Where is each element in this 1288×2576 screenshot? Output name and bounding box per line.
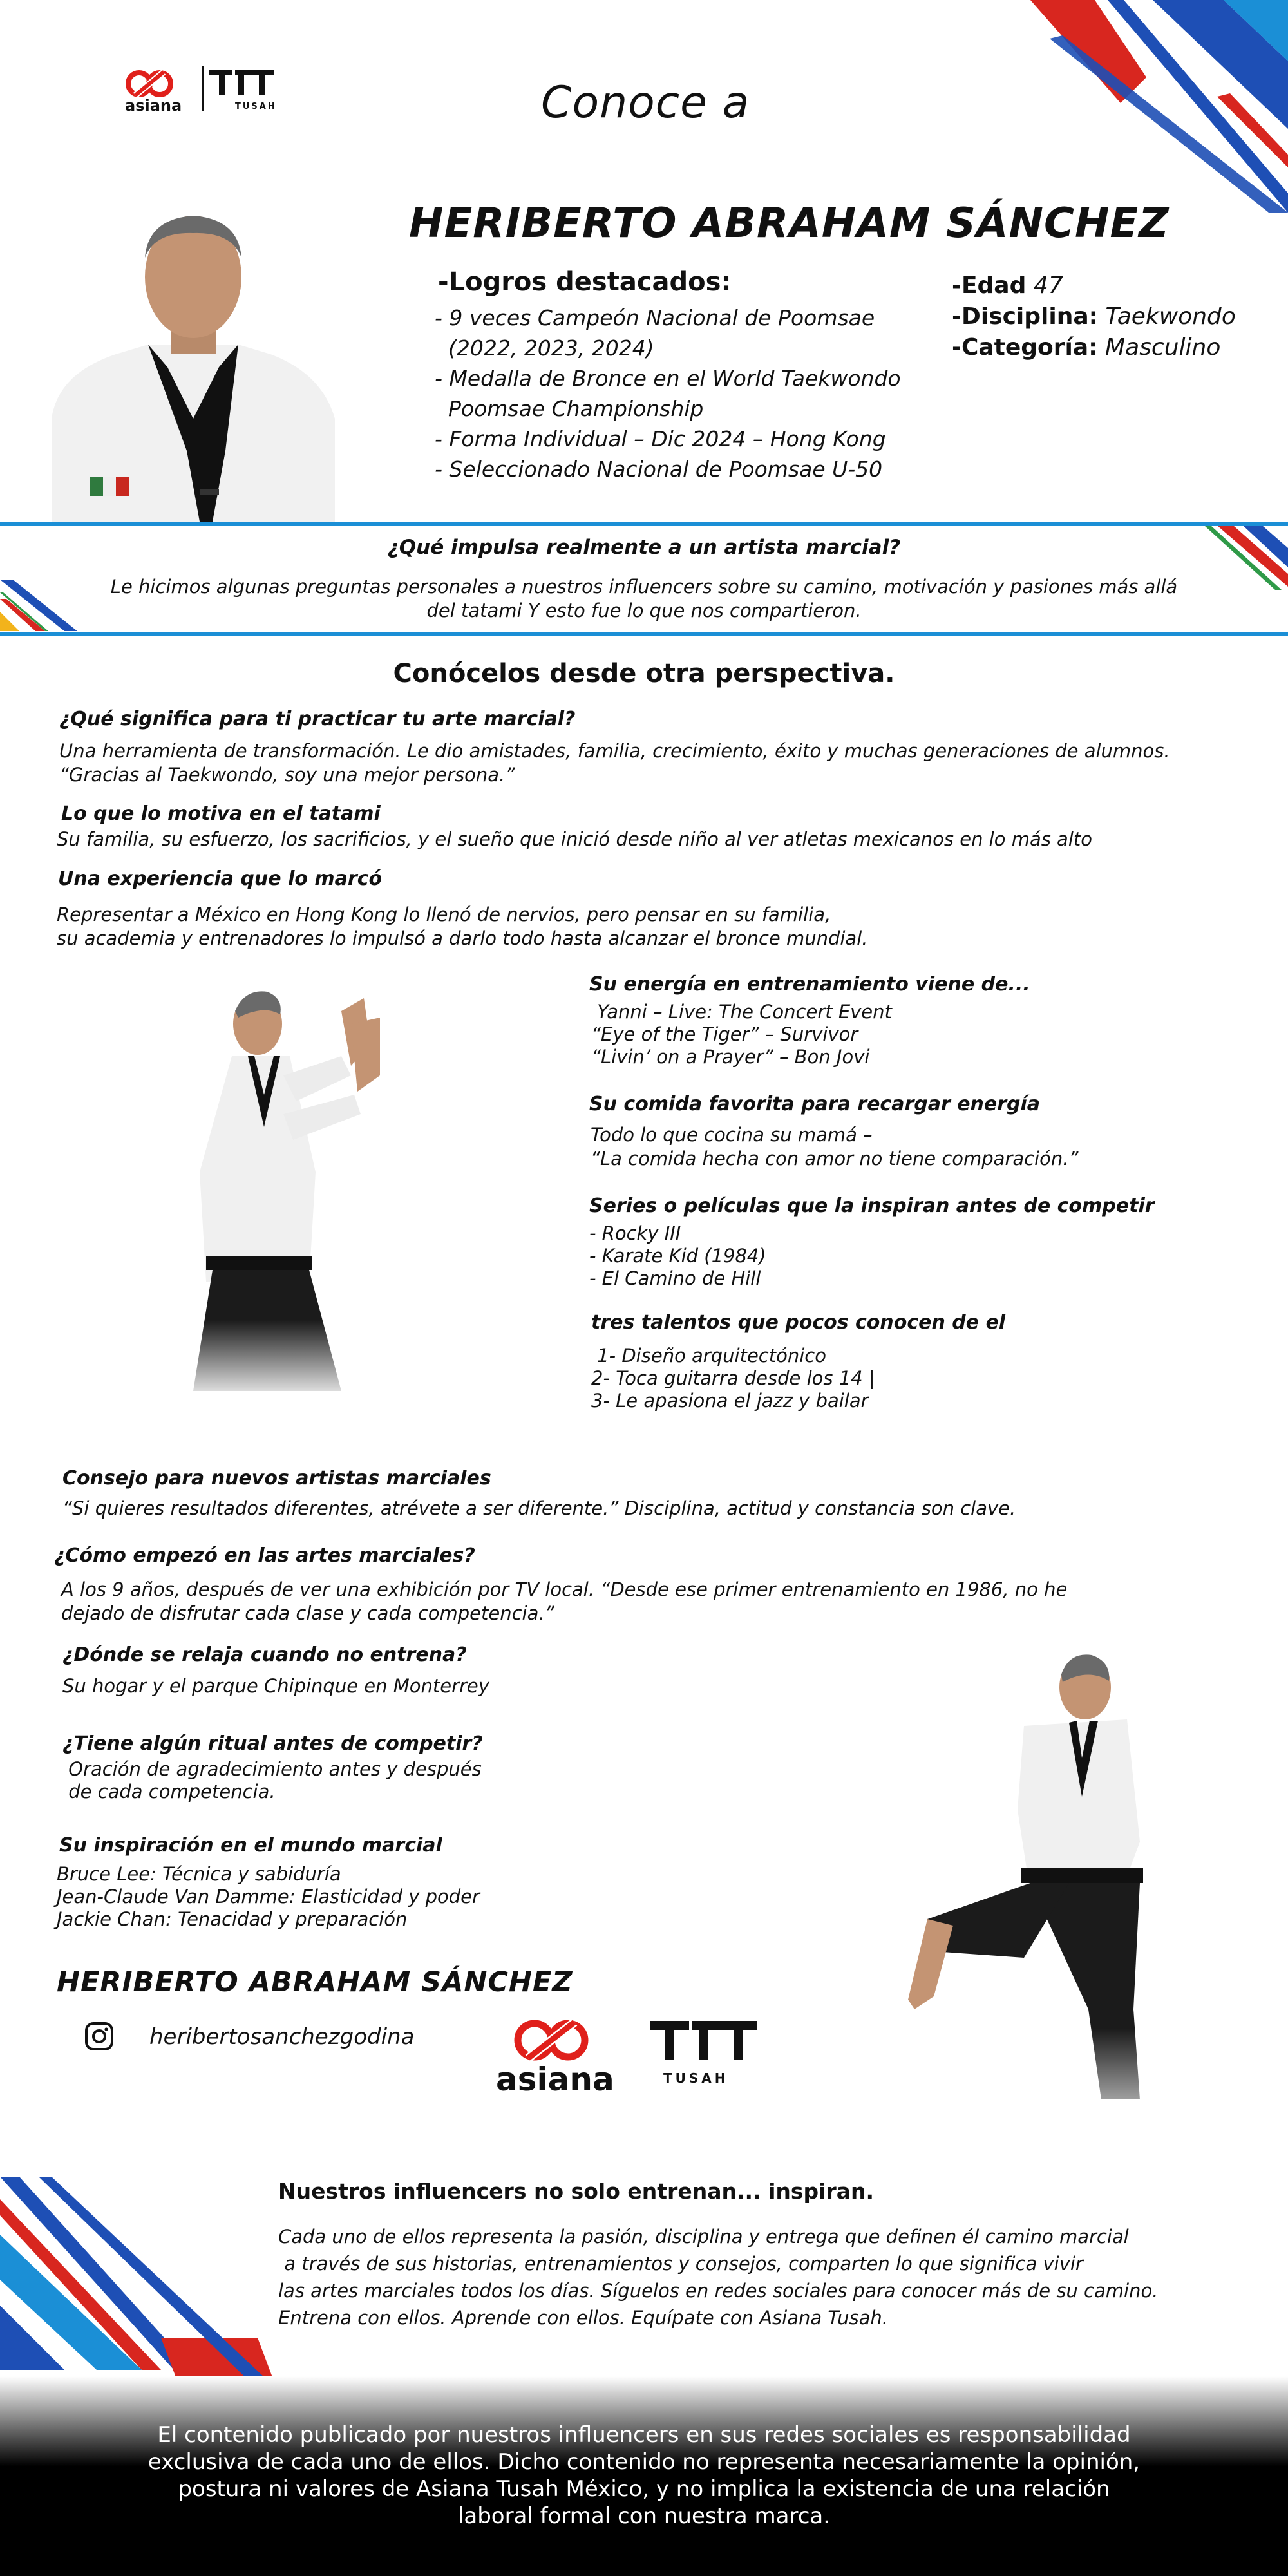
question-advice: Consejo para nuevos artistas marciales <box>62 1467 491 1490</box>
answer-start <box>61 1578 1067 1625</box>
hero-name: HERIBERTO ABRAHAM SÁNCHEZ <box>409 200 1170 247</box>
answer-line: Jean-Claude Van Damme: Elasticidad y poder <box>57 1886 480 1908</box>
achievement-item: - Medalla de Bronce en el World Taekwondo <box>435 366 901 391</box>
question-meaning: ¿Qué significa para ti practicar tu arte marcial? <box>59 708 576 730</box>
answer-line: Bruce Lee: Técnica y sabiduría <box>57 1863 341 1885</box>
answer-line: A los 9 años, después de ver una exhibición por TV local. “Desde ese primer entrenamiento en 1986, no he <box>61 1578 1068 1600</box>
stat-key: -Disciplina: <box>952 303 1099 330</box>
achievement-item: (2022, 2023, 2024) <box>435 336 654 361</box>
answer-ritual <box>62 1758 482 1803</box>
stat-category <box>952 332 1236 363</box>
answer-line: dejado de disfrutar cada clase y cada competencia.” <box>61 1602 554 1624</box>
question-ritual: ¿Tiene algún ritual antes de competir? <box>62 1732 483 1755</box>
answer-line: 1- Diseño arquitectónico <box>591 1345 826 1367</box>
section-title: Conócelos desde otra perspectiva. <box>393 659 895 688</box>
closing-line: Cada uno de ellos representa la pasión, disciplina y entrega que definen él camino marcial <box>278 2226 1129 2248</box>
logo-sub-large: TUSAH <box>663 2070 729 2086</box>
answer-line: 3- Le apasiona el jazz y bailar <box>591 1390 869 1412</box>
banner-text: Le hicimos algunas preguntas personales a nuestros influencers sobre su camino, motivación y pasiones más allá del tatami Y esto fue lo que nos compartieron. <box>110 576 1178 621</box>
achievement-item: - 9 veces Campeón Nacional de Poomsae <box>435 305 875 330</box>
stat-discipline <box>952 301 1236 332</box>
answer-advice <box>62 1497 1016 1520</box>
closing-line: Entrena con ellos. Aprende con ellos. Equípate con Asiana Tusah. <box>278 2307 888 2329</box>
answer-food <box>591 1123 1079 1171</box>
logo-sub: TUSAH <box>235 102 277 111</box>
portrait-photo <box>52 206 335 522</box>
instagram-icon[interactable] <box>84 2021 115 2052</box>
stat-value: 47 <box>1033 272 1063 299</box>
answer-line: de cada competencia. <box>62 1781 276 1803</box>
question-food: Su comida favorita para recargar energía <box>589 1093 1041 1115</box>
answer-line: Una herramienta de transformación. Le dio amistades, familia, crecimiento, éxito y muchas generaciones de alumnos. <box>59 740 1170 762</box>
answer-line: “Eye of the Tiger” – Survivor <box>591 1023 858 1045</box>
closing-line: las artes marciales todos los días. Síguelos en redes sociales para conocer más de su camino. <box>278 2280 1159 2302</box>
stat-key: -Edad <box>952 272 1027 299</box>
disclaimer-line: postura ni valores de Asiana Tusah México, y no implica la existencia de una relación <box>178 2476 1110 2502</box>
instagram-handle[interactable]: heribertosanchezgodina <box>149 2024 415 2050</box>
answer-inspiration <box>57 1863 480 1931</box>
photo-fade <box>174 1320 457 1404</box>
logo-word: asiana <box>125 97 182 115</box>
answer-line: 2- Toca guitarra desde los 14 | <box>591 1367 875 1389</box>
answer-relax <box>62 1674 489 1698</box>
answer-line: “La comida hecha con amor no tiene comparación.” <box>591 1148 1079 1170</box>
answer-line: “Si quieres resultados diferentes, atrévete a ser diferente.” Disciplina, actitud y constancia son clave. <box>62 1497 1016 1519</box>
athlete-stats <box>952 270 1236 363</box>
question-movies: Series o películas que la inspiran antes de competir <box>589 1195 1155 1217</box>
closing-title: Nuestros influencers no solo entrenan... inspiran. <box>278 2179 875 2204</box>
footer-name: HERIBERTO ABRAHAM SÁNCHEZ <box>57 1966 573 1998</box>
achievement-item: - Seleccionado Nacional de Poomsae U-50 <box>435 457 883 482</box>
answer-movies <box>589 1222 766 1290</box>
closing-text <box>278 2223 1257 2331</box>
stat-value: Masculino <box>1105 334 1221 361</box>
achievements-list <box>435 303 901 484</box>
answer-line: Representar a México en Hong Kong lo llenó de nervios, pero pensar en su familia, <box>57 904 831 925</box>
disclaimer-line: exclusiva de cada uno de ellos. Dicho contenido no representa necesariamente la opinión, <box>147 2449 1141 2475</box>
answer-line: - Rocky III <box>589 1222 681 1244</box>
answer-line: “Livin’ on a Prayer” – Bon Jovi <box>591 1046 870 1068</box>
answer-line: Yanni – Live: The Concert Event <box>591 1001 892 1023</box>
answer-line: Su hogar y el parque Chipinque en Monterrey <box>62 1675 489 1697</box>
asiana-tusah-logo-large <box>496 2016 760 2099</box>
question-experience: Una experiencia que lo marcó <box>58 867 383 890</box>
banner-title: ¿Qué impulsa realmente a un artista marcial? <box>387 536 901 559</box>
question-start: ¿Cómo empezó en las artes marciales? <box>54 1544 475 1567</box>
asiana-tusah-logo <box>122 64 283 122</box>
answer-talents <box>591 1345 875 1412</box>
photo-fade <box>850 2029 1172 2151</box>
intro-heading: Conoce a <box>541 77 750 128</box>
question-inspiration: Su inspiración en el mundo marcial <box>59 1834 442 1857</box>
question-energy: Su energía en entrenamiento viene de... <box>589 973 1030 996</box>
banner-stripes-left <box>0 567 90 631</box>
answer-line: Todo lo que cocina su mamá – <box>591 1124 873 1146</box>
disclaimer-text <box>77 2421 1211 2530</box>
logo-word-large: asiana <box>496 2061 614 2098</box>
answer-line: - Karate Kid (1984) <box>589 1245 766 1267</box>
question-motivation: Lo que lo motiva en el tatami <box>61 802 381 825</box>
stat-age <box>952 270 1236 301</box>
stat-key: -Categoría: <box>952 334 1098 361</box>
question-relax: ¿Dónde se relaja cuando no entrena? <box>62 1643 467 1666</box>
answer-experience <box>57 903 867 951</box>
answer-line: Oración de agradecimiento antes y después <box>62 1758 482 1780</box>
achievements-title: -Logros destacados: <box>438 267 732 297</box>
answer-line: “Gracias al Taekwondo, soy una mejor persona.” <box>59 764 515 786</box>
answer-line: Jackie Chan: Tenacidad y preparación <box>57 1908 408 1930</box>
stripes-top-right <box>1011 0 1288 213</box>
answer-line: - El Camino de Hill <box>589 1267 761 1289</box>
disclaimer-line: El contenido publicado por nuestros influencers en sus redes sociales es responsabilidad <box>157 2422 1131 2448</box>
stat-value: Taekwondo <box>1105 303 1236 330</box>
stripes-bottom-left <box>0 2177 277 2389</box>
answer-line: su academia y entrenadores lo impulsó a darlo todo hasta alcanzar el bronce mundial. <box>57 927 868 949</box>
answer-line: Su familia, su esfuerzo, los sacrificios, y el sueño que inició desde niño al ver atletas mexicanos en lo más alto <box>57 828 1092 850</box>
closing-line: a través de sus historias, entrenamientos y consejos, comparten lo que significa vivir <box>278 2253 1083 2275</box>
answer-motivation <box>57 828 1092 851</box>
achievement-item: - Forma Individual – Dic 2024 – Hong Kong <box>435 426 886 451</box>
disclaimer-line: laboral formal con nuestra marca. <box>457 2503 831 2529</box>
question-talents: tres talentos que pocos conocen de el <box>591 1311 1006 1334</box>
answer-meaning <box>59 739 1170 787</box>
answer-energy <box>591 1001 892 1068</box>
achievement-item: Poomsae Championship <box>435 396 704 421</box>
